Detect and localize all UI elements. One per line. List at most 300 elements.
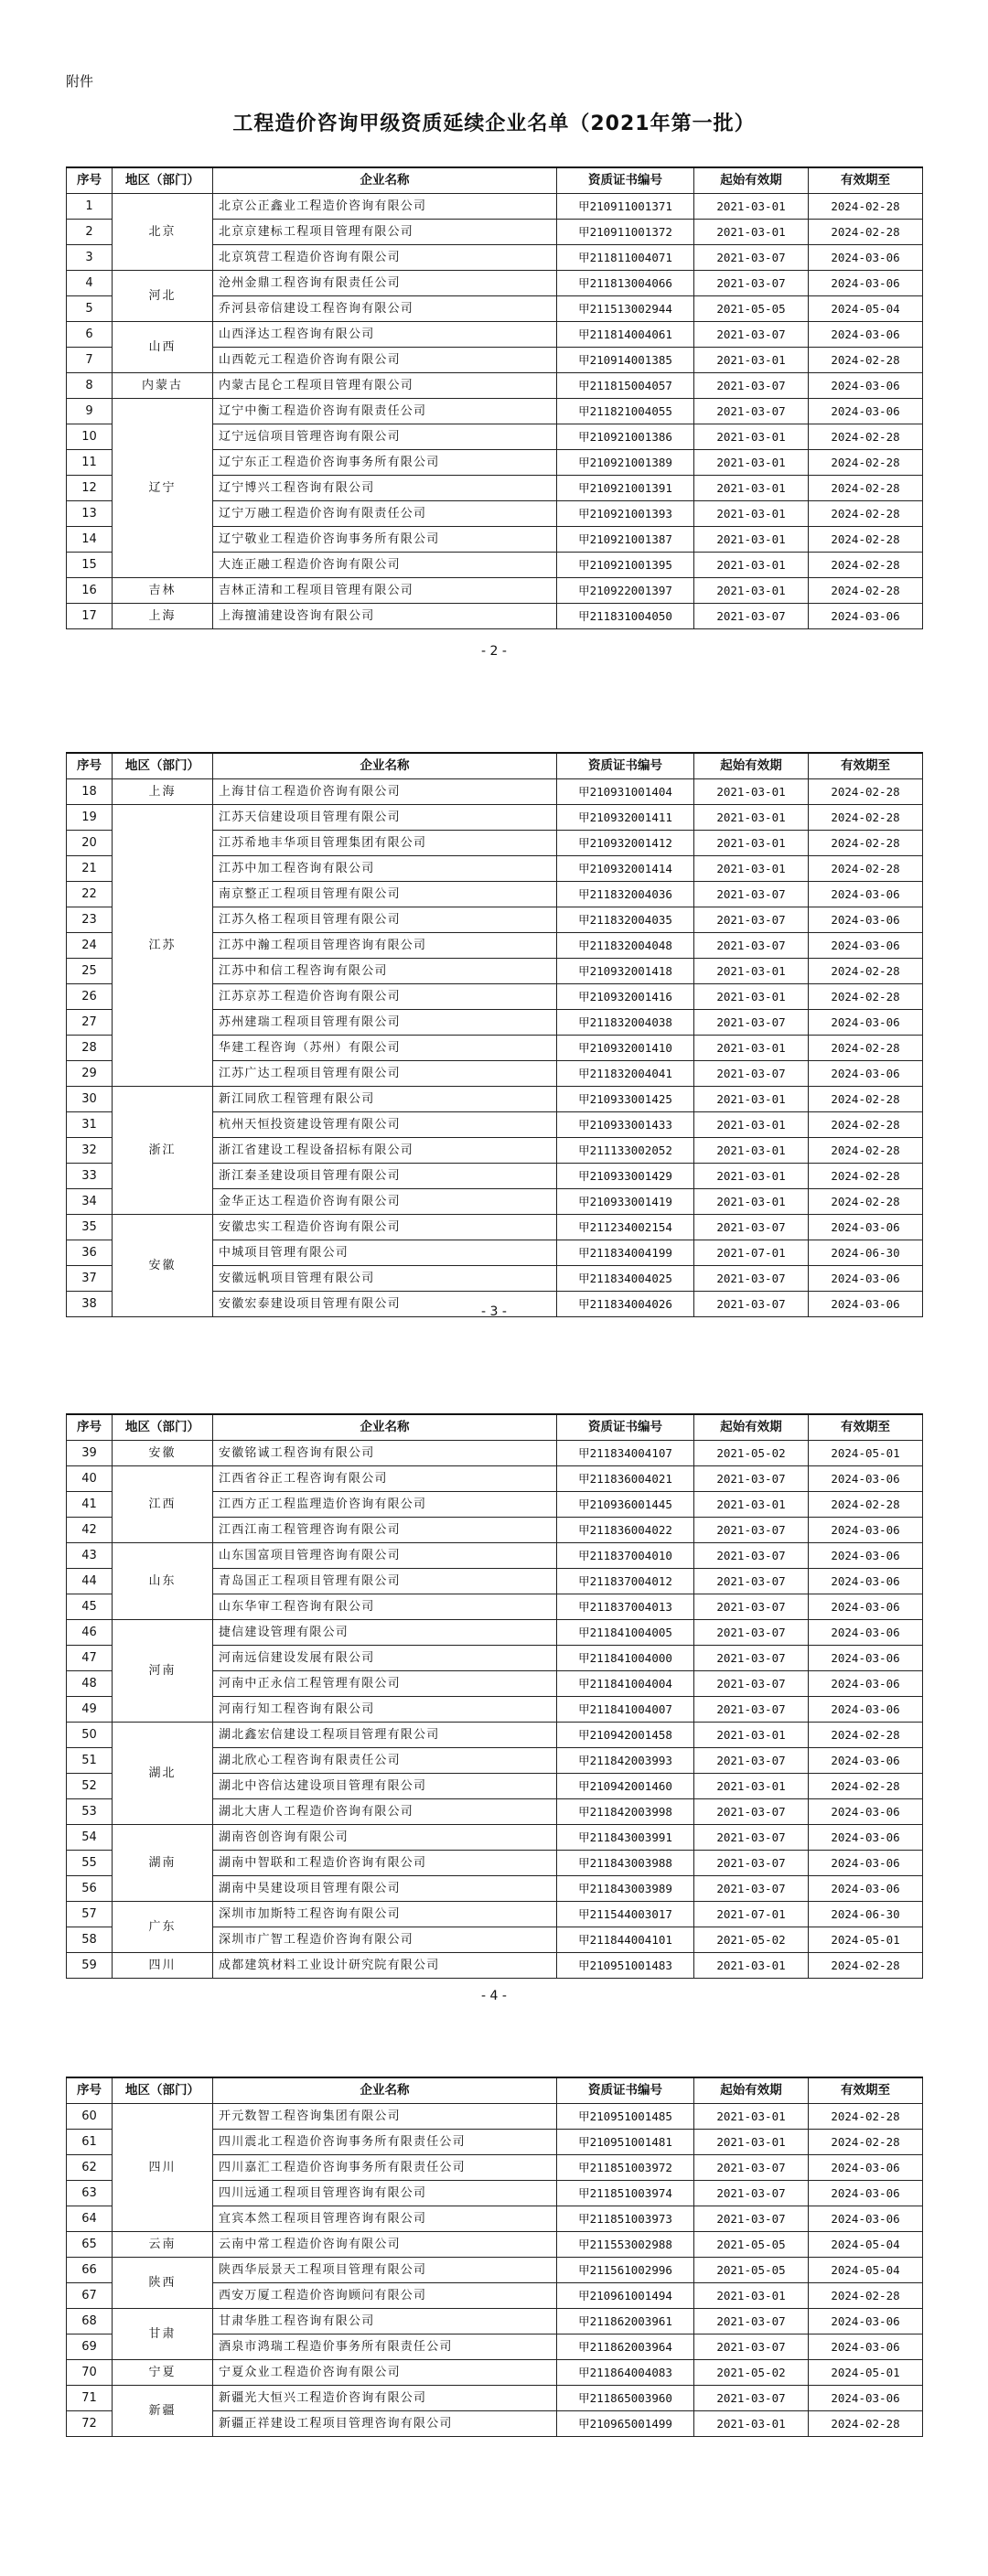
row-number: 49 xyxy=(67,1697,113,1723)
cert-number: 甲210933001425 xyxy=(557,1087,694,1112)
company-table-page-1 xyxy=(66,166,923,629)
row-number: 35 xyxy=(67,1215,113,1240)
start-date: 2021-03-07 xyxy=(694,322,809,348)
row-number: 37 xyxy=(67,1266,113,1292)
row-number: 64 xyxy=(67,2206,113,2232)
row-number: 27 xyxy=(67,1010,113,1036)
cert-number: 甲211836004021 xyxy=(557,1466,694,1492)
company-name: 乔河县帝信建设工程咨询有限公司 xyxy=(213,296,557,322)
table-header-row xyxy=(67,2077,923,2104)
row-number: 38 xyxy=(67,1292,113,1317)
cert-number: 甲211813004066 xyxy=(557,271,694,296)
start-date: 2021-03-01 xyxy=(694,578,809,604)
start-date: 2021-03-07 xyxy=(694,1292,809,1317)
table-row xyxy=(67,271,923,296)
company-name: 江西江南工程管理咨询有限公司 xyxy=(213,1518,557,1543)
company-name: 河南中正永信工程管理有限公司 xyxy=(213,1671,557,1697)
row-number: 14 xyxy=(67,527,113,553)
company-name: 北京公正鑫业工程造价咨询有限公司 xyxy=(213,194,557,220)
company-name: 金华正达工程造价咨询有限公司 xyxy=(213,1189,557,1215)
document-title: 工程造价咨询甲级资质延续企业名单（2021年第一批） xyxy=(232,113,756,135)
company-name: 江苏天信建设项目管理有限公司 xyxy=(213,805,557,831)
region-cell: 河北 xyxy=(113,271,213,322)
row-number: 4 xyxy=(67,271,113,296)
header-cert-no: 资质证书编号 xyxy=(557,753,694,779)
cert-number: 甲210932001416 xyxy=(557,984,694,1010)
row-number: 20 xyxy=(67,831,113,856)
cert-number: 甲211843003991 xyxy=(557,1825,694,1851)
region-cell: 安徽 xyxy=(113,1441,213,1466)
company-name: 辽宁博兴工程咨询有限公司 xyxy=(213,476,557,501)
end-date: 2024-03-06 xyxy=(809,1876,923,1902)
region-cell: 甘肃 xyxy=(113,2309,213,2360)
region-cell: 云南 xyxy=(113,2232,213,2258)
row-number: 51 xyxy=(67,1748,113,1774)
row-number: 65 xyxy=(67,2232,113,2258)
start-date: 2021-03-07 xyxy=(694,1594,809,1620)
row-number: 69 xyxy=(67,2334,113,2360)
start-date: 2021-03-07 xyxy=(694,1010,809,1036)
row-number: 1 xyxy=(67,194,113,220)
row-number: 3 xyxy=(67,245,113,271)
end-date: 2024-02-28 xyxy=(809,1036,923,1061)
company-name: 云南中常工程造价咨询有限公司 xyxy=(213,2232,557,2258)
end-date: 2024-03-06 xyxy=(809,1061,923,1087)
start-date: 2021-03-01 xyxy=(694,1723,809,1748)
company-name: 青岛国正工程项目管理有限公司 xyxy=(213,1569,557,1594)
end-date: 2024-02-28 xyxy=(809,2283,923,2309)
company-name: 辽宁中衡工程造价咨询有限责任公司 xyxy=(213,399,557,424)
company-name: 湖北鑫宏信建设工程项目管理有限公司 xyxy=(213,1723,557,1748)
end-date: 2024-03-06 xyxy=(809,399,923,424)
end-date: 2024-02-28 xyxy=(809,1164,923,1189)
cert-number: 甲211862003961 xyxy=(557,2309,694,2334)
row-number: 2 xyxy=(67,220,113,245)
company-name: 湖北欣心工程咨询有限责任公司 xyxy=(213,1748,557,1774)
end-date: 2024-03-06 xyxy=(809,882,923,907)
cert-number: 甲211843003988 xyxy=(557,1851,694,1876)
start-date: 2021-03-01 xyxy=(694,856,809,882)
row-number: 36 xyxy=(67,1240,113,1266)
company-name: 山东国富项目管理咨询有限公司 xyxy=(213,1543,557,1569)
company-name: 陕西华辰景天工程项目管理有限公司 xyxy=(213,2258,557,2283)
company-name: 辽宁敬业工程造价咨询事务所有限公司 xyxy=(213,527,557,553)
region-cell: 四川 xyxy=(113,2104,213,2232)
end-date: 2024-02-28 xyxy=(809,220,923,245)
end-date: 2024-03-06 xyxy=(809,1292,923,1317)
start-date: 2021-03-07 xyxy=(694,2155,809,2181)
company-name: 酒泉市鸿瑞工程造价事务所有限责任公司 xyxy=(213,2334,557,2360)
table-row xyxy=(67,1543,923,1569)
cert-number: 甲210921001395 xyxy=(557,553,694,578)
end-date: 2024-03-06 xyxy=(809,2309,923,2334)
start-date: 2021-03-07 xyxy=(694,1646,809,1671)
start-date: 2021-05-05 xyxy=(694,2232,809,2258)
start-date: 2021-03-01 xyxy=(694,1036,809,1061)
row-number: 44 xyxy=(67,1569,113,1594)
start-date: 2021-03-07 xyxy=(694,1266,809,1292)
start-date: 2021-03-07 xyxy=(694,604,809,629)
row-number: 23 xyxy=(67,907,113,933)
start-date: 2021-03-07 xyxy=(694,1569,809,1594)
company-name: 辽宁远信项目管理咨询有限公司 xyxy=(213,424,557,450)
cert-number: 甲211834004026 xyxy=(557,1292,694,1317)
end-date: 2024-03-06 xyxy=(809,1543,923,1569)
region-cell: 浙江 xyxy=(113,1087,213,1215)
header-no: 序号 xyxy=(67,2077,113,2104)
row-number: 46 xyxy=(67,1620,113,1646)
cert-number: 甲211544003017 xyxy=(557,1902,694,1927)
table-row xyxy=(67,373,923,399)
company-name: 江苏中和信工程咨询有限公司 xyxy=(213,959,557,984)
start-date: 2021-03-01 xyxy=(694,1164,809,1189)
end-date: 2024-03-06 xyxy=(809,1518,923,1543)
cert-number: 甲210951001485 xyxy=(557,2104,694,2130)
cert-number: 甲210921001393 xyxy=(557,501,694,527)
company-name: 西安万厦工程造价咨询顾问有限公司 xyxy=(213,2283,557,2309)
end-date: 2024-03-06 xyxy=(809,1851,923,1876)
start-date: 2021-03-07 xyxy=(694,1620,809,1646)
start-date: 2021-03-01 xyxy=(694,1492,809,1518)
header-company: 企业名称 xyxy=(213,1414,557,1441)
end-date: 2024-02-28 xyxy=(809,1774,923,1799)
table-row xyxy=(67,2309,923,2334)
table-row xyxy=(67,1825,923,1851)
cert-number: 甲210932001411 xyxy=(557,805,694,831)
cert-number: 甲211834004025 xyxy=(557,1266,694,1292)
row-number: 39 xyxy=(67,1441,113,1466)
row-number: 28 xyxy=(67,1036,113,1061)
start-date: 2021-03-07 xyxy=(694,373,809,399)
company-name: 内蒙古昆仑工程项目管理有限公司 xyxy=(213,373,557,399)
company-name: 四川远通工程项目管理咨询有限公司 xyxy=(213,2181,557,2206)
page-number: - 4 - xyxy=(481,1989,507,2003)
cert-number: 甲210932001418 xyxy=(557,959,694,984)
start-date: 2021-03-07 xyxy=(694,1799,809,1825)
company-name: 成都建筑材料工业设计研究院有限公司 xyxy=(213,1953,557,1979)
start-date: 2021-03-01 xyxy=(694,2411,809,2437)
company-name: 江苏中加工程咨询有限公司 xyxy=(213,856,557,882)
row-number: 8 xyxy=(67,373,113,399)
table-row xyxy=(67,1466,923,1492)
cert-number: 甲211832004041 xyxy=(557,1061,694,1087)
row-number: 22 xyxy=(67,882,113,907)
region-cell: 湖北 xyxy=(113,1723,213,1825)
header-region: 地区（部门） xyxy=(113,167,213,194)
cert-number: 甲210914001385 xyxy=(557,348,694,373)
end-date: 2024-03-06 xyxy=(809,1594,923,1620)
cert-number: 甲211815004057 xyxy=(557,373,694,399)
header-region: 地区（部门） xyxy=(113,2077,213,2104)
end-date: 2024-02-28 xyxy=(809,805,923,831)
end-date: 2024-03-06 xyxy=(809,1748,923,1774)
table-row xyxy=(67,1902,923,1927)
cert-number: 甲211133002052 xyxy=(557,1138,694,1164)
end-date: 2024-03-06 xyxy=(809,1825,923,1851)
end-date: 2024-02-28 xyxy=(809,1723,923,1748)
cert-number: 甲211834004199 xyxy=(557,1240,694,1266)
row-number: 31 xyxy=(67,1112,113,1138)
start-date: 2021-03-01 xyxy=(694,424,809,450)
table-row xyxy=(67,1953,923,1979)
end-date: 2024-03-06 xyxy=(809,1799,923,1825)
end-date: 2024-02-28 xyxy=(809,959,923,984)
start-date: 2021-03-01 xyxy=(694,450,809,476)
start-date: 2021-03-01 xyxy=(694,2130,809,2155)
cert-number: 甲210942001458 xyxy=(557,1723,694,1748)
end-date: 2024-02-28 xyxy=(809,1953,923,1979)
row-number: 71 xyxy=(67,2386,113,2411)
company-name: 浙江秦圣建设项目管理有限公司 xyxy=(213,1164,557,1189)
start-date: 2021-03-07 xyxy=(694,1466,809,1492)
cert-number: 甲210932001412 xyxy=(557,831,694,856)
company-name: 山西泽达工程咨询有限公司 xyxy=(213,322,557,348)
cert-number: 甲210922001397 xyxy=(557,578,694,604)
end-date: 2024-03-06 xyxy=(809,1215,923,1240)
header-company: 企业名称 xyxy=(213,167,557,194)
cert-number: 甲211832004036 xyxy=(557,882,694,907)
cert-number: 甲210921001387 xyxy=(557,527,694,553)
end-date: 2024-03-06 xyxy=(809,2155,923,2181)
start-date: 2021-03-07 xyxy=(694,1851,809,1876)
cert-number: 甲211832004048 xyxy=(557,933,694,959)
company-name: 大连正融工程造价咨询有限公司 xyxy=(213,553,557,578)
cert-number: 甲210933001429 xyxy=(557,1164,694,1189)
end-date: 2024-02-28 xyxy=(809,1138,923,1164)
region-cell: 内蒙古 xyxy=(113,373,213,399)
header-no: 序号 xyxy=(67,167,113,194)
cert-number: 甲210932001410 xyxy=(557,1036,694,1061)
cert-number: 甲211837004010 xyxy=(557,1543,694,1569)
company-name: 苏州建瑞工程项目管理有限公司 xyxy=(213,1010,557,1036)
region-cell: 辽宁 xyxy=(113,399,213,578)
table-header-row xyxy=(67,167,923,194)
header-end-date: 有效期至 xyxy=(809,167,923,194)
table-row xyxy=(67,2258,923,2283)
company-name: 甘肃华胜工程咨询有限公司 xyxy=(213,2309,557,2334)
cert-number: 甲210936001445 xyxy=(557,1492,694,1518)
start-date: 2021-03-07 xyxy=(694,1215,809,1240)
row-number: 12 xyxy=(67,476,113,501)
end-date: 2024-02-28 xyxy=(809,348,923,373)
company-name: 上海甘信工程造价咨询有限公司 xyxy=(213,779,557,805)
end-date: 2024-02-28 xyxy=(809,831,923,856)
company-name: 山西乾元工程造价咨询有限公司 xyxy=(213,348,557,373)
end-date: 2024-02-28 xyxy=(809,2130,923,2155)
end-date: 2024-05-01 xyxy=(809,1927,923,1953)
region-cell: 北京 xyxy=(113,194,213,271)
region-cell: 广东 xyxy=(113,1902,213,1953)
cert-number: 甲211842003998 xyxy=(557,1799,694,1825)
row-number: 59 xyxy=(67,1953,113,1979)
company-name: 江苏广达工程项目管理有限公司 xyxy=(213,1061,557,1087)
row-number: 66 xyxy=(67,2258,113,2283)
cert-number: 甲210961001494 xyxy=(557,2283,694,2309)
row-number: 9 xyxy=(67,399,113,424)
cert-number: 甲211843003989 xyxy=(557,1876,694,1902)
end-date: 2024-02-28 xyxy=(809,450,923,476)
start-date: 2021-03-07 xyxy=(694,1518,809,1543)
region-cell: 江苏 xyxy=(113,805,213,1087)
cert-number: 甲210933001433 xyxy=(557,1112,694,1138)
company-name: 湖北中咨信达建设项目管理有限公司 xyxy=(213,1774,557,1799)
row-number: 67 xyxy=(67,2283,113,2309)
start-date: 2021-07-01 xyxy=(694,1240,809,1266)
start-date: 2021-03-01 xyxy=(694,959,809,984)
cert-number: 甲211814004061 xyxy=(557,322,694,348)
table-row xyxy=(67,322,923,348)
end-date: 2024-02-28 xyxy=(809,984,923,1010)
cert-number: 甲211836004022 xyxy=(557,1518,694,1543)
start-date: 2021-03-01 xyxy=(694,1189,809,1215)
company-name: 北京京建标工程项目管理有限公司 xyxy=(213,220,557,245)
company-name: 杭州天恒投资建设管理有限公司 xyxy=(213,1112,557,1138)
header-region: 地区（部门） xyxy=(113,1414,213,1441)
end-date: 2024-03-06 xyxy=(809,1697,923,1723)
table-row xyxy=(67,1087,923,1112)
table-row xyxy=(67,1441,923,1466)
company-name: 江苏久格工程项目管理有限公司 xyxy=(213,907,557,933)
start-date: 2021-05-05 xyxy=(694,2258,809,2283)
start-date: 2021-03-07 xyxy=(694,245,809,271)
end-date: 2024-02-28 xyxy=(809,424,923,450)
company-name: 浙江省建设工程设备招标有限公司 xyxy=(213,1138,557,1164)
end-date: 2024-05-04 xyxy=(809,296,923,322)
start-date: 2021-03-07 xyxy=(694,1825,809,1851)
row-number: 18 xyxy=(67,779,113,805)
region-cell: 宁夏 xyxy=(113,2360,213,2386)
end-date: 2024-03-06 xyxy=(809,1620,923,1646)
row-number: 72 xyxy=(67,2411,113,2437)
company-name: 湖南咨创咨询有限公司 xyxy=(213,1825,557,1851)
table-row xyxy=(67,1215,923,1240)
row-number: 17 xyxy=(67,604,113,629)
row-number: 25 xyxy=(67,959,113,984)
start-date: 2021-03-01 xyxy=(694,1953,809,1979)
company-name: 宁夏众业工程造价咨询有限公司 xyxy=(213,2360,557,2386)
start-date: 2021-03-07 xyxy=(694,271,809,296)
cert-number: 甲211844004101 xyxy=(557,1927,694,1953)
row-number: 19 xyxy=(67,805,113,831)
company-name: 新江同欣工程管理有限公司 xyxy=(213,1087,557,1112)
row-number: 24 xyxy=(67,933,113,959)
company-name: 江苏希地丰华项目管理集团有限公司 xyxy=(213,831,557,856)
row-number: 50 xyxy=(67,1723,113,1748)
start-date: 2021-03-07 xyxy=(694,2206,809,2232)
header-end-date: 有效期至 xyxy=(809,753,923,779)
header-end-date: 有效期至 xyxy=(809,1414,923,1441)
start-date: 2021-03-07 xyxy=(694,1543,809,1569)
region-cell: 湖南 xyxy=(113,1825,213,1902)
header-start-date: 起始有效期 xyxy=(694,1414,809,1441)
row-number: 16 xyxy=(67,578,113,604)
company-name: 新疆光大恒兴工程造价咨询有限公司 xyxy=(213,2386,557,2411)
company-name: 江西省谷正工程咨询有限公司 xyxy=(213,1466,557,1492)
company-name: 辽宁东正工程造价咨询事务所有限公司 xyxy=(213,450,557,476)
row-number: 47 xyxy=(67,1646,113,1671)
row-number: 57 xyxy=(67,1902,113,1927)
company-name: 深圳市广智工程造价咨询有限公司 xyxy=(213,1927,557,1953)
company-name: 上海擅浦建设咨询有限公司 xyxy=(213,604,557,629)
table-row xyxy=(67,399,923,424)
company-name: 河南远信建设发展有限公司 xyxy=(213,1646,557,1671)
table-header-row xyxy=(67,753,923,779)
start-date: 2021-03-07 xyxy=(694,2334,809,2360)
row-number: 68 xyxy=(67,2309,113,2334)
row-number: 62 xyxy=(67,2155,113,2181)
cert-number: 甲210911001371 xyxy=(557,194,694,220)
table-row xyxy=(67,2232,923,2258)
cert-number: 甲211851003974 xyxy=(557,2181,694,2206)
cert-number: 甲210911001372 xyxy=(557,220,694,245)
header-region: 地区（部门） xyxy=(113,753,213,779)
row-number: 26 xyxy=(67,984,113,1010)
start-date: 2021-03-07 xyxy=(694,2386,809,2411)
end-date: 2024-02-28 xyxy=(809,1492,923,1518)
start-date: 2021-07-01 xyxy=(694,1902,809,1927)
company-name: 四川嘉汇工程造价咨询事务所有限责任公司 xyxy=(213,2155,557,2181)
region-cell: 吉林 xyxy=(113,578,213,604)
cert-number: 甲211811004071 xyxy=(557,245,694,271)
cert-number: 甲210921001389 xyxy=(557,450,694,476)
company-name: 辽宁万融工程造价咨询有限责任公司 xyxy=(213,501,557,527)
end-date: 2024-03-06 xyxy=(809,271,923,296)
table-row xyxy=(67,805,923,831)
start-date: 2021-03-01 xyxy=(694,1087,809,1112)
page-number: - 3 - xyxy=(481,1304,507,1319)
row-number: 5 xyxy=(67,296,113,322)
row-number: 61 xyxy=(67,2130,113,2155)
start-date: 2021-03-07 xyxy=(694,1748,809,1774)
start-date: 2021-03-01 xyxy=(694,348,809,373)
start-date: 2021-03-01 xyxy=(694,1774,809,1799)
start-date: 2021-03-07 xyxy=(694,2309,809,2334)
company-name: 安徽铭诚工程咨询有限公司 xyxy=(213,1441,557,1466)
attachment-label: 附件 xyxy=(66,73,94,90)
start-date: 2021-03-01 xyxy=(694,1112,809,1138)
cert-number: 甲210921001391 xyxy=(557,476,694,501)
end-date: 2024-03-06 xyxy=(809,1569,923,1594)
header-no: 序号 xyxy=(67,753,113,779)
row-number: 10 xyxy=(67,424,113,450)
start-date: 2021-05-02 xyxy=(694,1927,809,1953)
row-number: 52 xyxy=(67,1774,113,1799)
company-name: 捷信建设管理有限公司 xyxy=(213,1620,557,1646)
end-date: 2024-03-06 xyxy=(809,1466,923,1492)
start-date: 2021-03-01 xyxy=(694,779,809,805)
company-name: 四川震北工程造价咨询事务所有限责任公司 xyxy=(213,2130,557,2155)
end-date: 2024-02-28 xyxy=(809,527,923,553)
row-number: 60 xyxy=(67,2104,113,2130)
cert-number: 甲211842003993 xyxy=(557,1748,694,1774)
row-number: 40 xyxy=(67,1466,113,1492)
cert-number: 甲211834004107 xyxy=(557,1441,694,1466)
company-name: 江苏京苏工程造价咨询有限公司 xyxy=(213,984,557,1010)
start-date: 2021-03-07 xyxy=(694,1697,809,1723)
cert-number: 甲210965001499 xyxy=(557,2411,694,2437)
row-number: 33 xyxy=(67,1164,113,1189)
start-date: 2021-03-01 xyxy=(694,805,809,831)
company-name: 开元数智工程咨询集团有限公司 xyxy=(213,2104,557,2130)
row-number: 58 xyxy=(67,1927,113,1953)
end-date: 2024-02-28 xyxy=(809,578,923,604)
cert-number: 甲210951001481 xyxy=(557,2130,694,2155)
company-table-page-2 xyxy=(66,752,923,1317)
start-date: 2021-03-01 xyxy=(694,527,809,553)
start-date: 2021-03-01 xyxy=(694,220,809,245)
company-name: 湖北大唐人工程造价咨询有限公司 xyxy=(213,1799,557,1825)
row-number: 7 xyxy=(67,348,113,373)
